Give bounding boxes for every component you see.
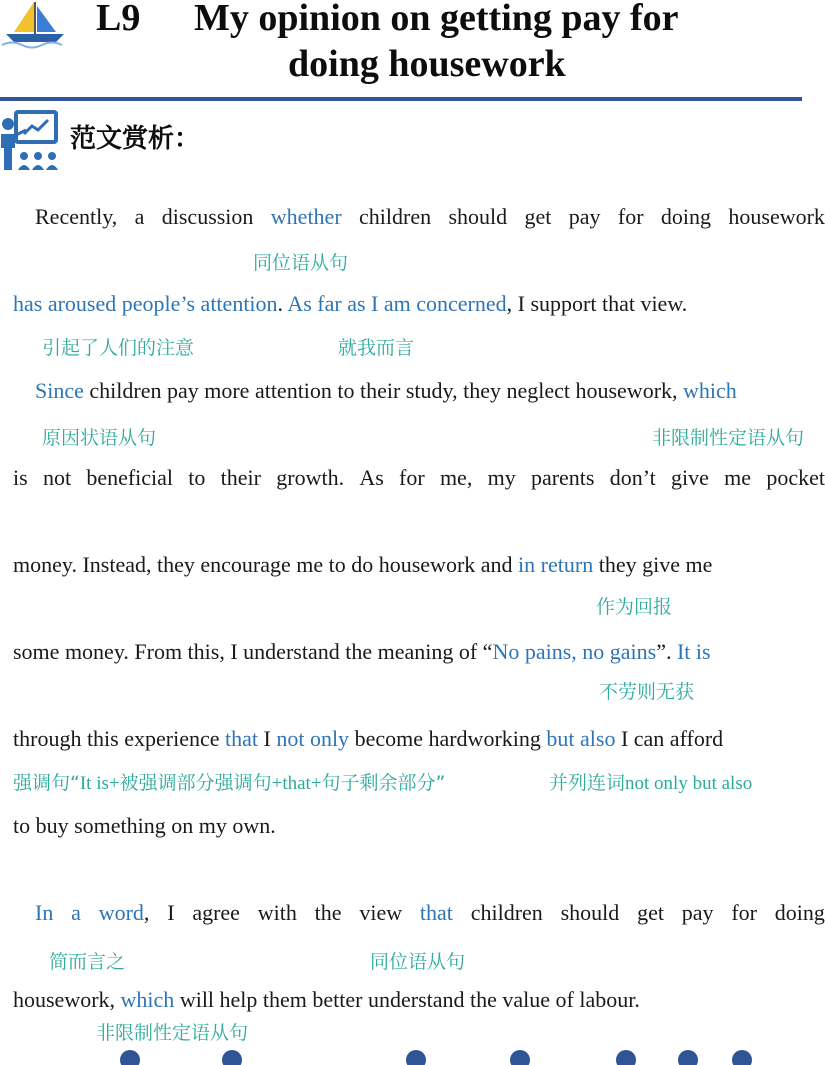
passage-text: money. Instead, they encourage me to do housework and	[13, 552, 519, 577]
highlighted-phrase: As far as I am concerned	[287, 291, 507, 316]
passage-word: the	[314, 900, 342, 925]
passage-word: a	[134, 204, 145, 229]
highlighted-phrase: has aroused people’s attention	[13, 291, 278, 316]
passage-word: is	[13, 465, 28, 490]
page-title-line1: My opinion on getting pay for	[194, 0, 679, 39]
note-in-return: 作为回报	[596, 596, 673, 618]
passage-word-group	[99, 900, 150, 926]
title-divider	[0, 97, 802, 101]
passage-word: As	[359, 465, 384, 490]
passage-text: will help them better understand the value of labour.	[174, 987, 640, 1012]
passage-word: me	[724, 465, 752, 490]
sailboat-logo-icon	[0, 0, 70, 48]
passage-text: I can afford	[615, 726, 724, 751]
highlighted-phrase: but also	[546, 726, 616, 751]
passage-word: parents	[530, 465, 595, 490]
passage-word: pay	[568, 204, 601, 229]
note-coordinating-conjunction	[549, 768, 752, 795]
comma: ,	[143, 900, 150, 925]
passage-word: to	[188, 465, 206, 490]
note-conjunction-part-b: not only but also	[625, 773, 753, 794]
passage-word: get	[637, 900, 664, 925]
passage-word: doing	[774, 900, 825, 925]
note-no-pains-no-gains: 不劳则无获	[599, 681, 695, 703]
passage-word: for	[617, 204, 644, 229]
passage-word: In	[35, 900, 54, 925]
passage-line-2	[13, 291, 687, 317]
note-conjunction-part-a: 并列连词	[549, 772, 626, 794]
passage-text: through this experience	[13, 726, 225, 751]
passage-line-5	[13, 552, 712, 578]
passage-text: to buy something on my own.	[13, 813, 276, 838]
passage-word: growth.	[276, 465, 345, 490]
note-appositive-clause: 同位语从句	[253, 252, 349, 274]
note-emphatic-sentence	[13, 768, 445, 795]
passage-word: that	[419, 900, 453, 925]
passage-line-3	[35, 378, 737, 404]
note-emphatic-part-d: +that+	[271, 773, 322, 794]
passage-word: Recently,	[35, 204, 118, 229]
passage-word: word	[98, 900, 144, 925]
passage-word: agree	[192, 900, 240, 925]
passage-word: with	[257, 900, 297, 925]
passage-text: become hardworking	[349, 726, 547, 751]
passage-line-10	[13, 987, 640, 1013]
passage-text: housework,	[13, 987, 121, 1012]
passage-word: don’t	[609, 465, 656, 490]
note-reason-clause: 原因状语从句	[42, 427, 157, 449]
highlighted-phrase: which	[683, 378, 737, 403]
highlighted-phrase: not only	[276, 726, 350, 751]
passage-word: doing	[660, 204, 712, 229]
highlighted-phrase: in return	[518, 552, 594, 577]
note-in-a-word: 简而言之	[49, 951, 126, 973]
bottom-decoration	[0, 1046, 802, 1060]
passage-text: some money. From this, I understand the meaning of “	[13, 639, 493, 664]
passage-line-6	[13, 639, 711, 665]
passage-word: for	[399, 465, 425, 490]
passage-word: beneficial	[86, 465, 174, 490]
note-emphatic-part-c: 被强调部分强调句	[119, 772, 272, 794]
passage-line-9	[35, 900, 825, 926]
note-nonrestrictive-clause-1: 非限制性定语从句	[652, 427, 805, 449]
passage-word: I	[167, 900, 175, 925]
passage-line-4	[13, 465, 825, 491]
teacher-presentation-icon	[0, 108, 62, 172]
passage-word: their	[220, 465, 261, 490]
passage-line-7	[13, 726, 723, 752]
highlighted-phrase: Since	[35, 378, 84, 403]
highlighted-phrase: No pains, no gains	[492, 639, 657, 664]
highlighted-phrase: which	[120, 987, 175, 1012]
lesson-number: L9	[96, 0, 141, 39]
passage-word: pay	[681, 900, 714, 925]
passage-word: not	[42, 465, 72, 490]
passage-word: discussion	[161, 204, 254, 229]
highlighted-phrase: It is	[676, 639, 711, 664]
passage-line-1	[35, 204, 825, 230]
passage-line-8	[13, 813, 276, 839]
passage-text: ”.	[656, 639, 677, 664]
passage-text: , I support that view.	[506, 291, 688, 316]
passage-text: children pay more attention to their study, they neglect housework,	[83, 378, 684, 403]
note-emphatic-part-b: It is+	[79, 773, 120, 794]
passage-word: should	[448, 204, 508, 229]
note-nonrestrictive-clause-2: 非限制性定语从句	[96, 1022, 249, 1044]
note-attract-attention: 引起了人们的注意	[42, 337, 195, 359]
section-title: 范文赏析：	[70, 124, 201, 154]
passage-word: get	[524, 204, 552, 229]
note-emphatic-part-a: 强调句“	[13, 772, 80, 794]
highlighted-phrase: that	[225, 726, 258, 751]
passage-word: whether	[270, 204, 342, 229]
note-emphatic-part-e: 句子剩余部分”	[321, 772, 446, 794]
passage-word: pocket	[766, 465, 825, 490]
passage-word: should	[560, 900, 620, 925]
passage-word: children	[359, 204, 432, 229]
note-appositive-clause-2: 同位语从句	[370, 951, 466, 973]
passage-word: give	[671, 465, 709, 490]
passage-text: they give me	[593, 552, 713, 577]
passage-word: my	[487, 465, 516, 490]
passage-word: housework	[728, 204, 825, 229]
passage-word: a	[71, 900, 81, 925]
passage-text: I	[258, 726, 277, 751]
note-as-far-as-concerned: 就我而言	[338, 337, 415, 359]
passage-word: view	[359, 900, 403, 925]
passage-text: .	[277, 291, 288, 316]
passage-word: me,	[439, 465, 473, 490]
page-title-line2: doing housework	[288, 43, 566, 85]
passage-word: for	[731, 900, 757, 925]
passage-word: children	[470, 900, 543, 925]
